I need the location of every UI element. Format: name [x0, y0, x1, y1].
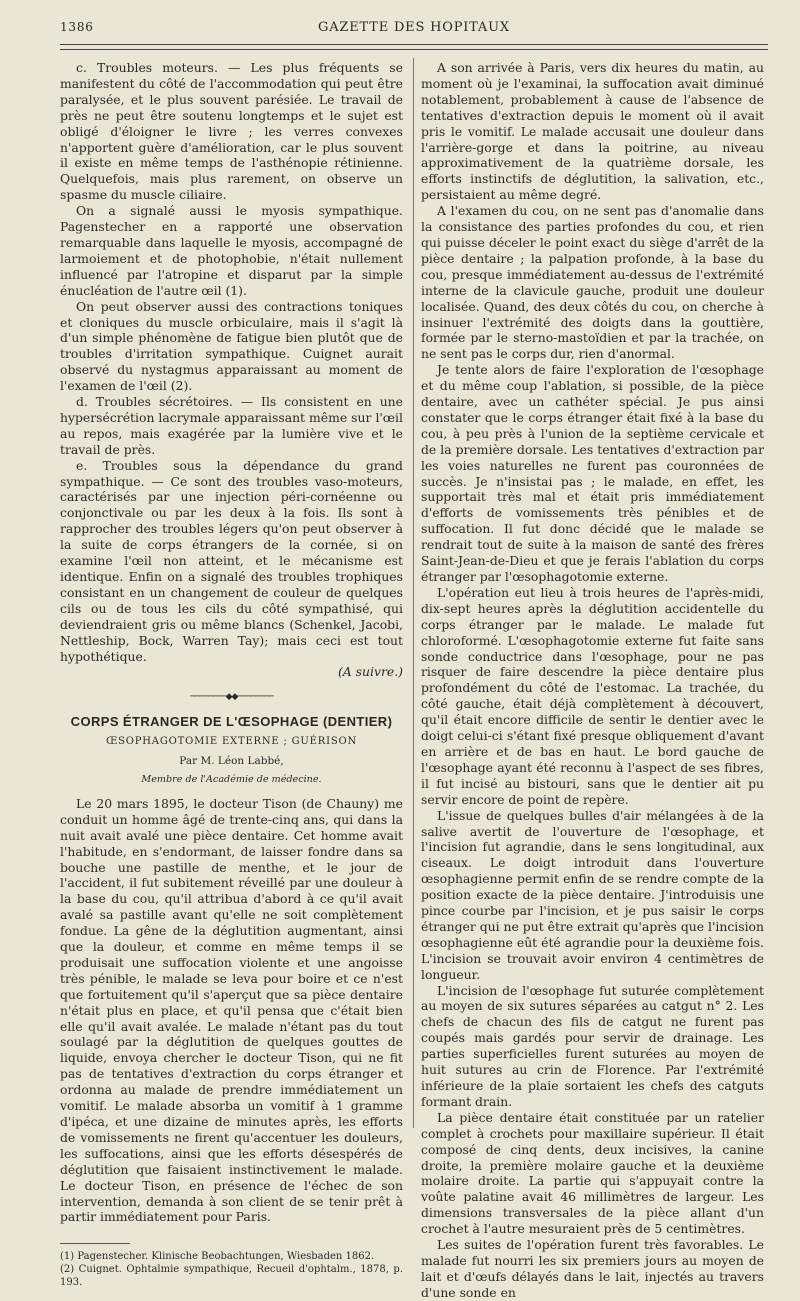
section-ornament: ────────◆◆──────── — [190, 692, 273, 703]
paragraph: Les suites de l'opération furent très favorables. Le malade fut nourri les six premiers jours au moyen de lait et d'œufs délayés dans le lait, injectés au travers d'une sonde en — [421, 1237, 764, 1300]
article-title: CORPS ÉTRANGER DE L'ŒSOPHAGE (DENTIER) — [70, 714, 393, 730]
left-column — [60, 60, 403, 1289]
article-affiliation: Membre de l'Académie de médecine. — [141, 773, 322, 785]
paragraph: Je tente alors de faire l'exploration de l'œsophage et du même coup l'ablation, si possible, de la pièce dentaire, avec un cathéter spécial. Je pus ainsi constater que le corps étranger était fixé à la base du cou, à peu près à l'union de la septième cervicale et de la première dorsale. Les tentatives d'extraction par les voies naturelles ne furent pas couronnées de succès. Je n'insistai pas ; le malade, en effet, les supportait très mal et était pris immédiatement d'efforts de vomissements très pénibles et de suffocation. Il fut donc décidé que le malade se rendrait tout de suite à la maison de santé des frères Saint-Jean-de-Dieu et que je ferais l'ablation du corps étranger par l'œsophagotomie externe. — [421, 362, 764, 584]
footnote-rule — [60, 1243, 130, 1244]
paragraph: L'opération eut lieu à trois heures de l'après-midi, dix-sept heures après la déglutition accidentelle du corps étranger par le malade. Le malade fut chloroformé. L'œsophagotomie externe fut faite sans sonde conductrice dans l'œsophage, pour ne pas risquer de faire descendre la pièce dentaire plus profondément du côté de l'estomac. La trachée, du côté gauche, était déjà complètement à découvert, qu'il était encore difficile de sentir le dentier avec le doigt celui-ci s'étant fixé presque obliquement d'avant en arrière et de bas en haut. Le bord gauche de l'œsophage ayant été reconnu à l'aspect de ses fibres, il fut incisé au bistouri, sans que le dentier ait pu servir encore de point de repère. — [421, 584, 764, 807]
article-author: Par M. Léon Labbé, — [179, 755, 284, 768]
page-header — [60, 15, 768, 39]
paragraph: L'issue de quelques bulles d'air mélangées à de la salive avertit de l'ouverture de l'œsophage, et l'incision fut agrandie, dans le sens longitudinal, aux ciseaux. Le doigt introduit dans l'ouverture œsophagienne permit enfin de se rendre compte de la position exacte de la pièce dentaire. J'introduisis une pince courbe par l'incision, et je pus saisir le corps étranger qui ne put être extrait qu'après que l'incision œsophagienne eût été agrandie pour la deuxième fois. L'incision se trouvait avoir environ 4 centimètres de longueur. — [421, 807, 764, 982]
paragraph: d. Troubles sécrétoires. — Ils consistent en une hypersécrétion lacrymale apparaissant même sur l'œil au repos, mais exagérée par la lumière vive et le travail de près. — [60, 394, 403, 457]
paragraph: e. Troubles sous la dépendance du grand sympathique. — Ce sont des troubles vaso-moteurs, caractérisés par une injection péri-cornéenne ou conjonctivale ou par les deux à la fois. Ils sont à rapprocher des troubles légers qu'on peut observer à la suite de corps étrangers de la cornée, si on examine l'œil non atteint, et le mécanisme est identique. Enfin on a signalé des troubles trophiques consistant en un changement de couleur de quelques cils ou de tous les cils du côté sympathisé, qui deviendraient gris ou même blancs (Schenkel, Jacobi, Nettleship, Bock, Warren Tay); mais ceci est tout hypothétique. — [60, 457, 403, 664]
footnote: (2) Cuignet. Ophtalmie sympathique, Recueil d'ophtalm., 1878, p. 193. — [60, 1264, 403, 1289]
column-divider — [413, 58, 414, 1128]
paragraph: c. Troubles moteurs. — Les plus fréquents se manifestent du côté de l'accommodation qui peut être paralysée, et le plus souvent parésiée. Le travail de près ne peut être soutenu longtemps et le sujet est obligé d'éloigner le livre ; les verres convexes n'apportent guère d'amélioration, car le plus souvent il existe en même temps de l'asthénopie rétinienne. Quelquefois, mais plus rarement, on observe un spasme du muscle ciliaire. — [60, 60, 403, 203]
article-subtitle: ŒSOPHAGOTOMIE EXTERNE ; GUÉRISON — [105, 736, 358, 748]
paragraph: On peut observer aussi des contractions toniques et cloniques du muscle orbiculaire, mais il s'agit là d'un simple phénomène de fatigue bien plutôt que de troubles d'irritation sympathique. Cuignet aurait observé du nystagmus apparaissant au moment de l'examen de l'œil (2). — [60, 298, 403, 394]
journal-title: GAZETTE DES HOPITAUX — [318, 19, 510, 35]
paragraph: A l'examen du cou, on ne sent pas d'anomalie dans la consistance des parties profondes du cou, et rien qui puisse déceler le point exact du siège d'arrêt de la pièce dentaire ; la palpation profonde, à la base du cou, presque immédiatement au-dessus de l'extrémité interne de la clavicule gauche, produit une douleur localisée. Quand, des deux côtés du cou, on cherche à insinuer l'extrémité des doigts dans la gouttière, formée par le sterno-mastoïdien et par la trachée, on ne sent pas le corps dur, rien d'anormal. — [421, 203, 764, 362]
paragraph: A son arrivée à Paris, vers dix heures du matin, au moment où je l'examinai, la suffocation avait diminué notablement, probablement à cause de l'absence de tentatives d'extraction depuis le moment où il avait pris le vomitif. Le malade accusait une douleur dans l'arrière-gorge et dans la poitrine, au niveau approximativement de la quatrième dorsale, les efforts instinctifs de déglutition, la salivation, etc., persistaient au même degré. — [421, 60, 764, 203]
right-column — [421, 60, 764, 1301]
paragraph: Le 20 mars 1895, le docteur Tison (de Chauny) me conduit un homme âgé de trente-cinq ans, qui dans la nuit avait avalé une pièce dentaire. Cet homme avait l'habitude, en s'endormant, de laisser fondre dans sa bouche une pastille de menthe, et le jour de l'accident, il fut subitement réveillé par une douleur à la base du cou, qu'il attribua d'abord à ce qu'il avait avalé sa pastille avant qu'elle ne soit complètement fondue. La gêne de la déglutition augmentant, ainsi que la douleur, et comme en même temps il se produisait une suffocation violente et une angoisse très pénible, le malade se leva pour boire et ce n'est que fortuitement qu'il s'aperçut que sa pièce dentaire n'était plus en place, et qu'il pensa que c'était bien elle qu'il avait avalée. Le malade n'étant pas du tout soulagé par la déglutition de quelques gouttes de liquide, envoya chercher le docteur Tison, qui ne fit pas de tentatives d'extraction du corps étranger et ordonna au malade de prendre immédiatement un vomitif. Le malade absorba un vomitif à 1 gramme d'ipéca, et une dizaine de minutes après, les efforts de vomissements ne firent qu'accentuer les douleurs, les suffocations, ainsi que les efforts désespérés de déglutition que faisaient instinctivement le malade. Le docteur Tison, en présence de l'échec de son intervention, demanda à son client de se tenir prêt à partir immédiatement pour Paris. — [60, 795, 403, 1225]
footnote: (1) Pagenstecher. Klinische Beobachtungen, Wiesbaden 1862. — [60, 1251, 375, 1263]
page-number: 1386 — [60, 20, 94, 34]
header-rule — [60, 44, 768, 45]
paragraph: On a signalé aussi le myosis sympathique. Pagenstecher en a rapporté une observation remarquable dans laquelle le myosis, accompagné de larmoiement et de photophobie, n'était nullement influencé par l'atropine et disparut par la simple énucléation de l'autre œil (1). — [60, 203, 403, 298]
paragraph: La pièce dentaire était constituée par un ratelier complet à crochets pour maxillaire supérieur. Il était composé de cinq dents, deux incisives, la canine droite, la première molaire gauche et la deuxième molaire droite. La partie qui s'appuyait contre la voûte palatine avait 46 millimètres de largeur. Les dimensions transversales de la pièce allant d'un crochet à l'autre mesuraient près de 5 centimètres. — [421, 1109, 764, 1237]
to-follow-note: (A suivre.) — [337, 664, 403, 680]
paragraph: L'incision de l'œsophage fut suturée complètement au moyen de six sutures séparées au catgut n° 2. Les chefs de chacun des fils de catgut ne furent pas coupés mais gardés pour servir de drainage. Les parties superficielles furent suturées au moyen de huit sutures au crin de Florence. Par l'extrémité inférieure de la plaie sortaient les chefs des catguts formant drain. — [421, 982, 764, 1109]
header-rule-double — [60, 49, 768, 50]
